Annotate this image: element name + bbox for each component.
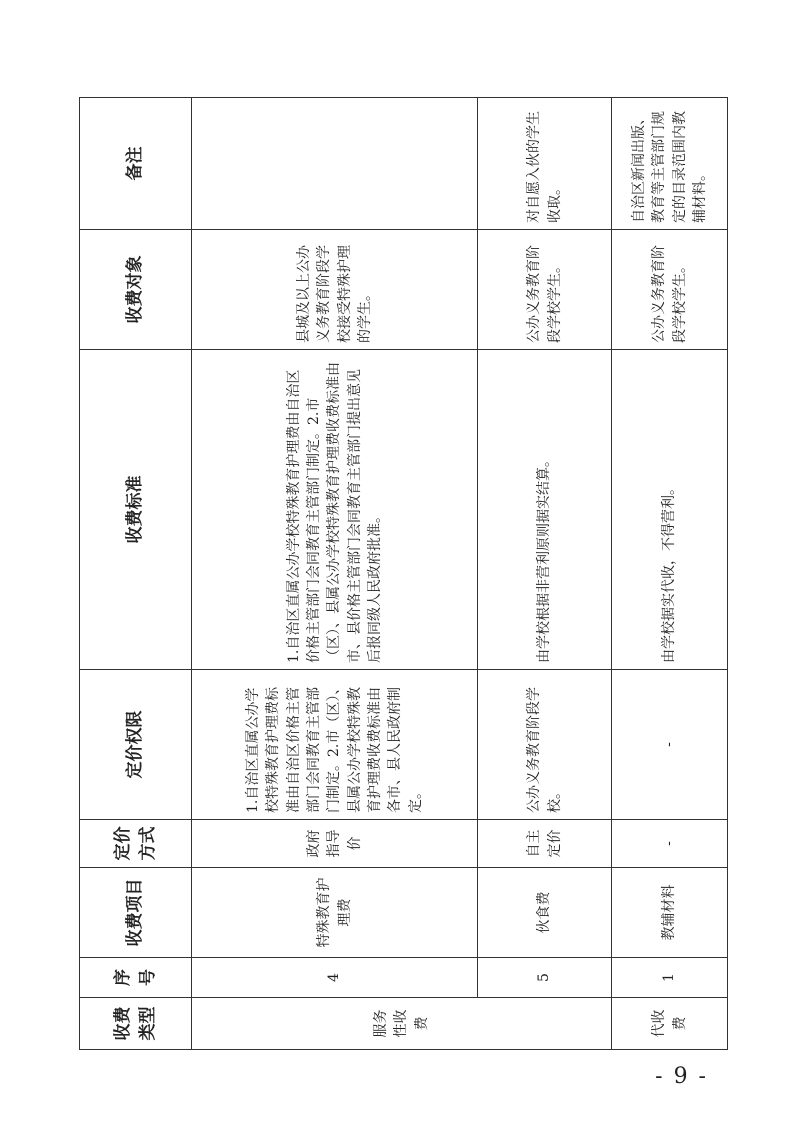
- row-authority: 公办义务教育阶段学校。: [478, 670, 612, 820]
- row-authority: 1.自治区直属公办学校特殊教育护理费标准由自治区价格主管部门会同教育主管部门制定。2.市（区）、县属公办学校特殊教育护理费收费标准由各市、县人民政府制定。: [192, 670, 478, 820]
- row-target: 公办义务教育阶段学校学生。: [478, 230, 612, 350]
- row-method: -: [612, 820, 728, 868]
- group-agency: 代收费: [612, 998, 728, 1050]
- row-method: 自主定价: [478, 820, 612, 868]
- row-seq: 1: [612, 958, 728, 998]
- table-row: [192, 98, 478, 1050]
- row-item: 特殊教育护理费: [192, 868, 478, 958]
- header-seq: 序号: [80, 958, 192, 998]
- row-remarks: [192, 98, 478, 230]
- row-method: 政府指导价: [192, 820, 478, 868]
- row-remarks: 对自愿入伙的学生收取。: [478, 98, 612, 230]
- row-standard: 由学校根据非营利原则据实结算。: [478, 350, 612, 670]
- table-row: [612, 98, 728, 1050]
- header-fee-type: 收费类型: [80, 998, 192, 1050]
- row-seq: 4: [192, 958, 478, 998]
- fee-table: [79, 97, 728, 1050]
- header-method: 定价方式: [80, 820, 192, 868]
- row-remarks: 自治区新闻出版、教育等主管部门规定的目录范围内教辅材料。: [612, 98, 728, 230]
- header-item: 收费项目: [80, 868, 192, 958]
- row-item: 教辅材料: [612, 868, 728, 958]
- row-standard: 由学校据实代收，不得营利。: [612, 350, 728, 670]
- row-target: 县城及以上公办义务教育阶段学校接受特殊护理的学生。: [192, 230, 478, 350]
- group-service: 服务性收费: [192, 998, 612, 1050]
- table-row: [478, 98, 612, 1050]
- row-authority: -: [612, 670, 728, 820]
- fee-table-container: [79, 98, 727, 1050]
- header-remarks: 备注: [80, 98, 192, 230]
- row-standard: 1.自治区直属公办学校特殊教育护理费由自治区价格主管部门会同教育主管部门制定。2.市（区）、县属公办学校特殊教育护理费收费标准由市、县价格主管部门会同教育主管部门提出意见后报同级人民政府批准。: [192, 350, 478, 670]
- header-authority: 定价权限: [80, 670, 192, 820]
- header-row: [80, 98, 192, 1050]
- rotated-table-frame: [79, 98, 727, 1050]
- row-target: 公办义务教育阶段学校学生。: [612, 230, 728, 350]
- header-target: 收费对象: [80, 230, 192, 350]
- page-number: - 9 -: [655, 1064, 708, 1089]
- row-seq: 5: [478, 958, 612, 998]
- header-standard: 收费标准: [80, 350, 192, 670]
- row-item: 伙食费: [478, 868, 612, 958]
